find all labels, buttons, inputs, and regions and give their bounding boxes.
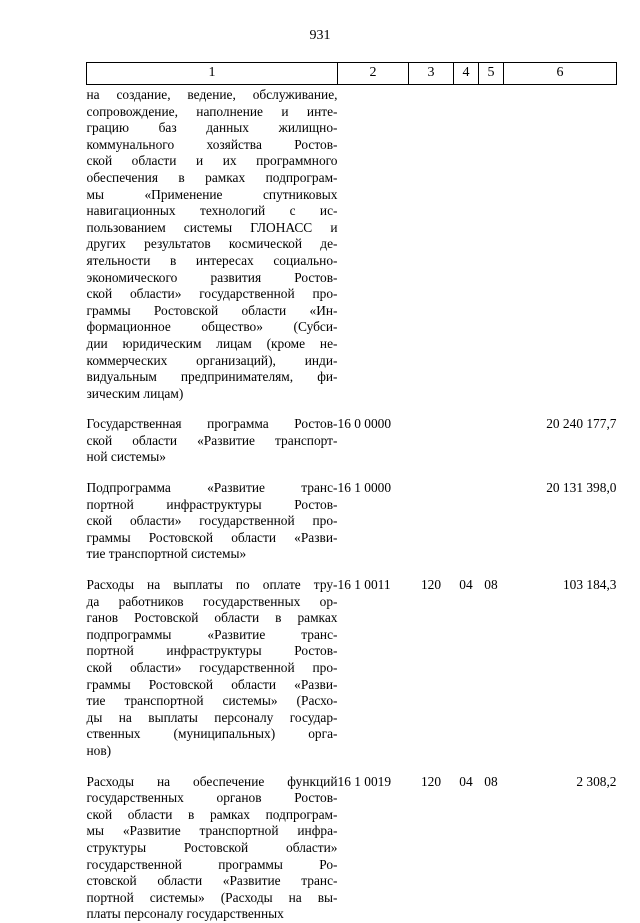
description-line: ятельности в интересах социально- [86,252,338,268]
description-line: ственных (муниципальных) орга- [86,726,338,742]
row-amount: 103 184,3 [562,577,617,593]
row-target-code: 16 1 0011 [337,577,391,593]
description-line: мы «Применение спутниковых [86,186,338,202]
row-amount [504,85,617,403]
description-line: навигационных технологий с ис- [86,203,338,219]
description-line: коммерческих организаций), инди- [86,352,338,368]
description-line: граммы Ростовской области «Разви- [86,529,338,545]
header-col-3: 3 [409,63,454,85]
description-line: ной системы» [86,449,166,465]
description-line: портной инфраструктуры Ростов- [86,496,338,512]
description-line: портной инфраструктуры Ростов- [86,643,338,659]
row-description [87,760,338,923]
header-col-6: 6 [504,63,617,85]
row-description [87,466,338,563]
description-line: тие транспортной системы» [86,546,247,562]
row-description [87,563,338,760]
description-line: обеспечения в рамках подпрограм- [86,169,338,185]
description-line: Государственная программа Ростов- [86,416,338,432]
description-line: экономического развития Ростов- [86,269,338,285]
description-line: ской области» государственной про- [86,513,338,529]
description-line: государственных органов Ростов- [86,790,338,806]
description-line: ской области» государственной про- [86,660,338,675]
description-line: государственной программы Ро- [86,856,338,872]
header-col-2: 2 [338,63,409,85]
row-subsection [479,85,504,403]
table-row [87,466,617,563]
row-expense-type [409,85,454,403]
description-line: видуальным предпринимателям, фи- [86,369,338,385]
description-line: Расходы на выплаты по оплате тру- [86,577,338,593]
row-subsection: 08 [484,773,498,789]
description-line: платы персоналу государственных [86,906,284,922]
description-line: структуры Ростовской области» [86,839,338,855]
table-row [87,760,617,923]
description-line: мы «Развитие транспортной инфра- [86,823,338,839]
row-target-code: 16 1 0000 [337,480,392,496]
description-line: коммунального хозяйства Ростов- [86,136,338,152]
description-line: ской области в рамках подпрограм- [86,806,338,822]
row-description [87,85,338,403]
row-target-code: 16 0 0000 [337,416,392,432]
description-line: ды на выплаты персоналу государ- [86,709,338,725]
description-line: Расходы на обеспечение функций [86,773,338,789]
description-line: на создание, ведение, обслуживание, [86,87,338,102]
header-col-1: 1 [87,63,338,85]
description-line: подпрограммы «Развитие транс- [86,626,338,642]
row-target-code: 16 1 0019 [337,773,392,789]
table-row [87,85,617,403]
row-expense-type [409,466,454,563]
row-section [454,402,479,466]
row-amount: 20 131 398,0 [546,480,617,496]
description-line: портной системы» (Расходы на вы- [86,889,338,905]
row-expense-type: 120 [420,773,442,789]
description-line: да работников государственных ор- [86,593,338,609]
row-description [87,402,338,466]
row-amount: 2 308,2 [576,773,617,789]
table-header-row [87,63,617,85]
row-expense-type: 120 [420,577,442,593]
description-line: грацию баз данных жилищно- [86,120,338,136]
row-section [454,466,479,563]
description-line: граммы Ростовской области «Ин- [86,302,338,318]
description-line: ской области «Развитие транспорт- [86,432,338,448]
row-subsection [479,402,504,466]
description-line: пользованием системы ГЛОНАСС и [86,219,338,235]
table-body [87,85,617,923]
table-row [87,563,617,760]
description-line: дии юридическим лицам (кроме не- [86,335,338,351]
description-line: Подпрограмма «Развитие транс- [86,480,338,496]
header-col-4: 4 [454,63,479,85]
description-line: нов) [86,742,112,758]
row-amount: 20 240 177,7 [546,416,617,432]
description-line: ской области» государственной про- [86,286,338,302]
page-number: 931 [309,28,331,43]
description-line: тие транспортной системы» (Расхо- [86,693,338,709]
description-line: стовской области «Развитие транс- [86,873,338,889]
row-subsection: 08 [484,577,498,593]
description-line: граммы Ростовской области «Разви- [86,676,338,692]
budget-table [86,62,617,923]
row-target-code [338,85,409,403]
description-line: ганов Ростовской области в рамках [86,610,338,626]
header-col-5: 5 [479,63,504,85]
row-expense-type [409,402,454,466]
description-line: других результатов космической де- [86,236,338,252]
row-section [454,85,479,403]
description-line: ской области и их программного [86,153,338,169]
row-subsection [479,466,504,563]
description-line: сопровождение, наполнение и инте- [86,103,338,119]
description-line: зическим лицам) [86,385,184,401]
table-row [87,402,617,466]
description-line: формационное общество» (Субси- [86,319,338,335]
row-section: 04 [459,773,473,789]
row-section: 04 [459,577,473,593]
